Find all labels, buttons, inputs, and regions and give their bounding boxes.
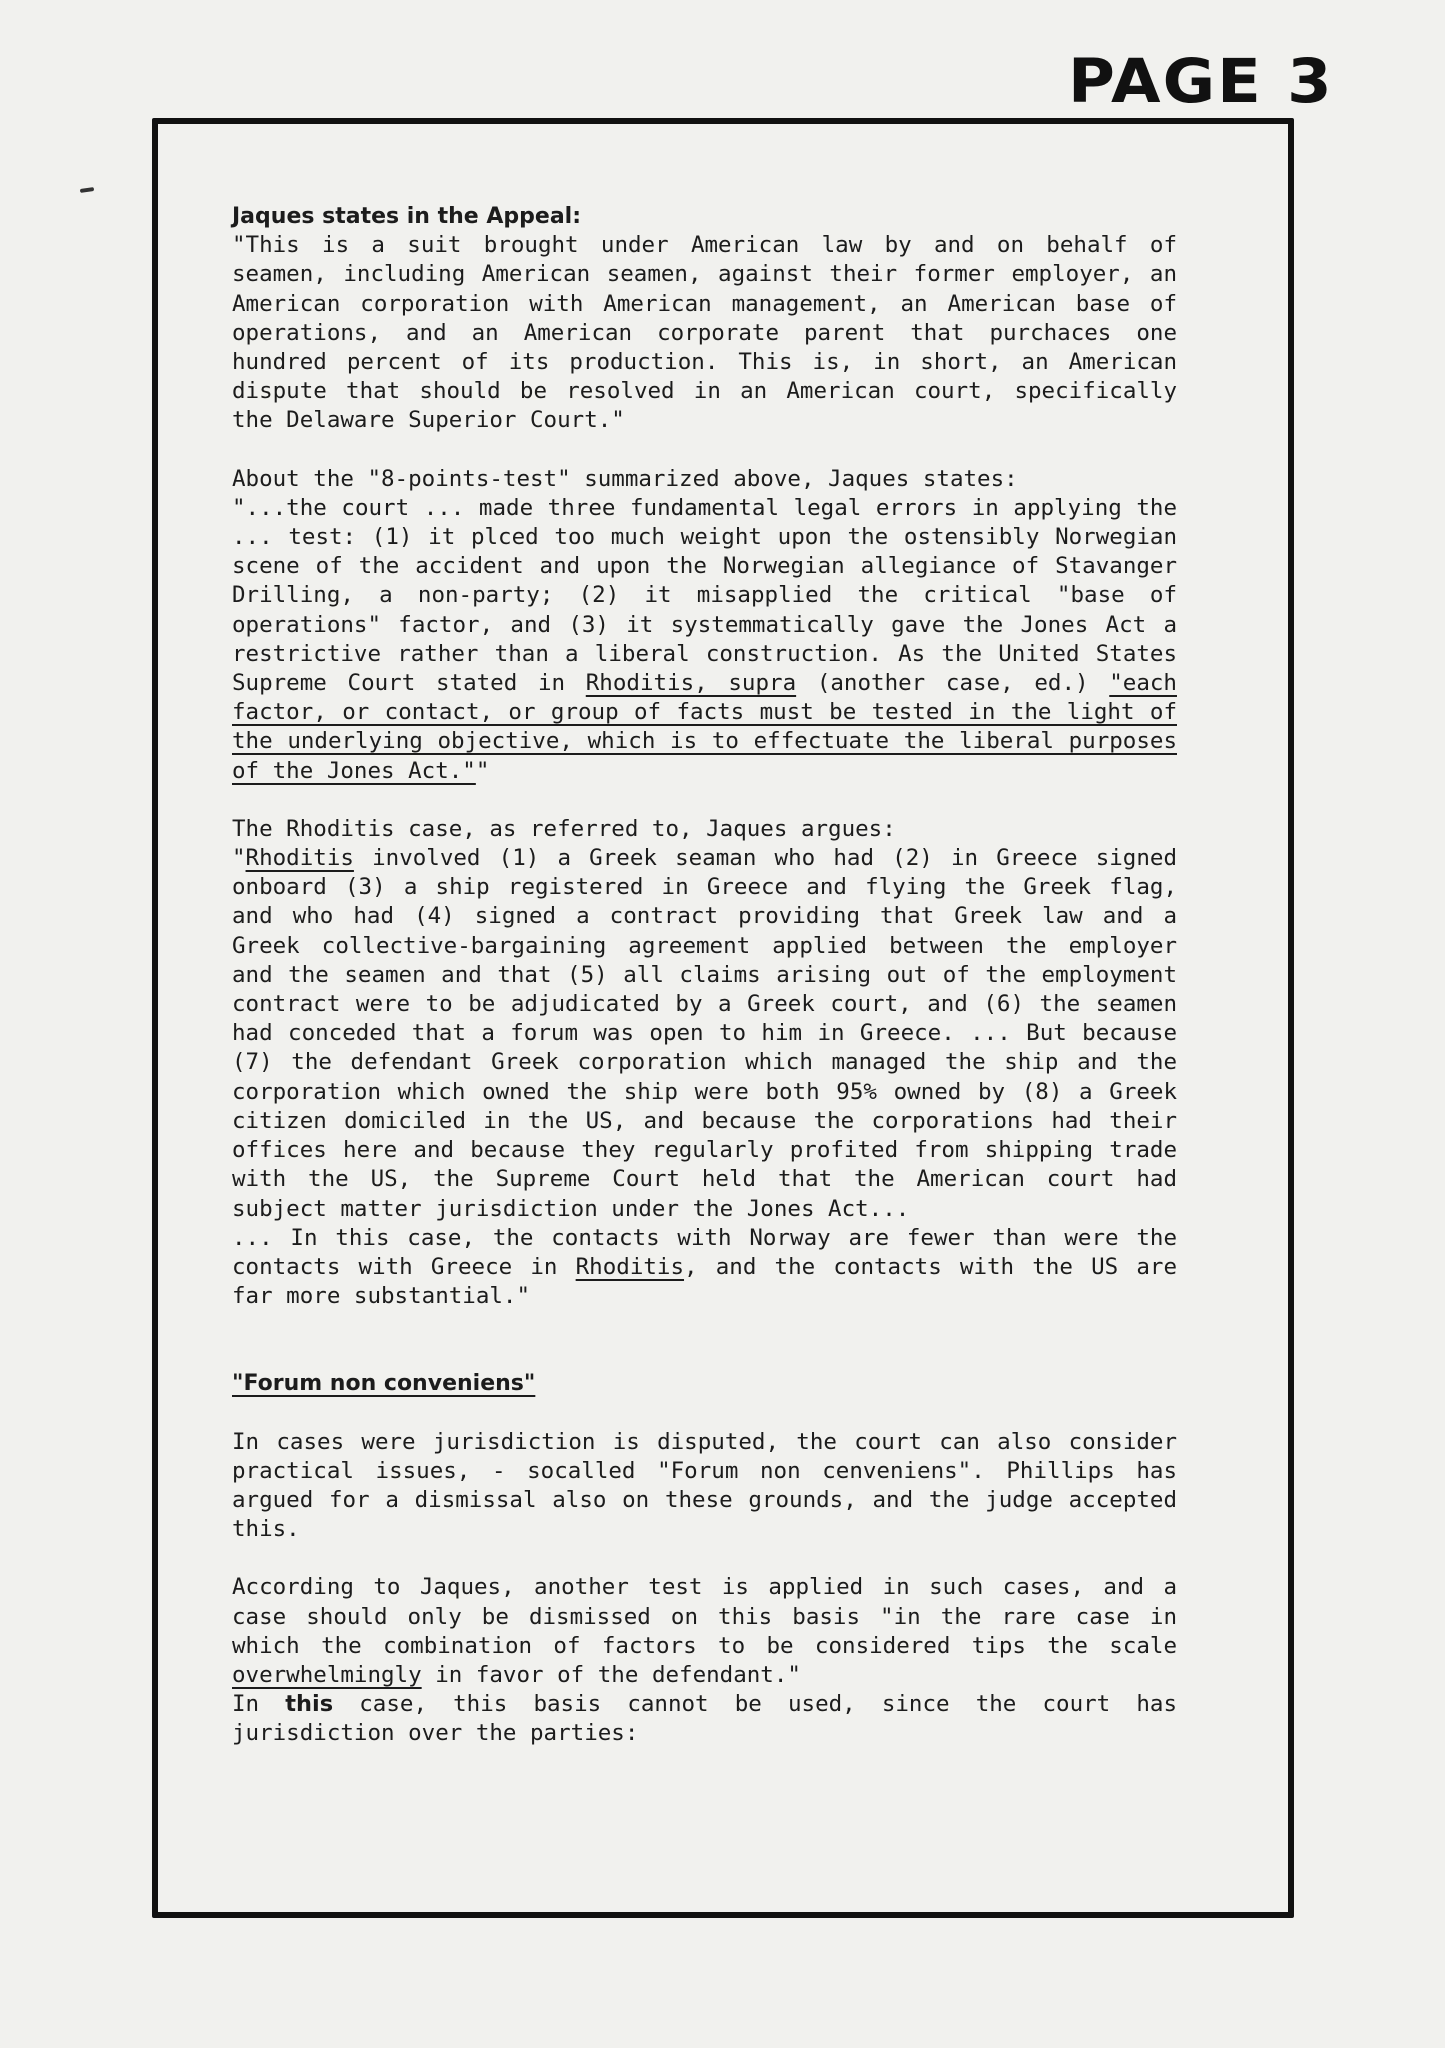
appeal-quote: "This is a suit brought under American law by and on behalf of seamen, including American seamen, against their former employer, an American corporation with American management, an American base of operations, and an American corporate parent that purchaces one hundred percent of its production. This is, in short, an American dispute that should be resolved in an American court, specifically the Delaware Superior Court." [232,232,1177,434]
rhoditis-argument [232,844,1177,1224]
comparison-text: ... In this case, the contacts with Norway are fewer than were the contacts with Greece in [232,1224,1177,1280]
forum-test-text: According to Jaques, another test is applied in such cases, and a case should only be dismissed on this basis "in the rare case in which the combination of factors to be considered tips the scale [232,1574,1177,1659]
stray-pen-mark [80,187,94,193]
overwhelmingly-underlined: overwhelmingly [232,1661,422,1688]
test-intro: About the "8-points-test" summarized above, Jaques states: [232,465,1018,492]
appeal-heading: Jaques states in the Appeal: [232,204,582,229]
rhoditis-supra-ref: Rhoditis, supra [585,670,797,697]
forum-para-1: In cases were jurisdiction is disputed, the court can also consider practical issues, - socalled "Forum non cenveniens". Phillips has argued for a dismissal also on these grounds, and the judge accepted this. [232,1428,1177,1543]
rhoditis-case-name-2: Rhoditis [575,1253,685,1280]
test-errors-quote [232,494,1177,786]
another-case-note: (another case, ed.) [796,670,1110,697]
document-body [232,202,1177,1749]
opening-quote-mark: " [232,845,246,872]
rhoditis-intro: The Rhoditis case, as referred to, Jaques argues: [232,815,896,842]
rhoditis-case-name: Rhoditis [245,845,354,872]
this-bold: this [285,1691,334,1718]
forum-para-3 [232,1690,1177,1748]
forum-heading: "Forum non conveniens" [232,1371,536,1397]
closing-quote-mark: " [475,757,490,784]
underlined-court-quote: "each factor, or contact, or group of facts must be tested in the light of the underlying objective, which is to effectuate the liberal purposes of the Jones Act." [232,670,1177,784]
comparison-end: , and the contacts with the US are far more substantial." [232,1253,1177,1310]
para3-start: In [232,1691,286,1718]
para3-end: case, this basis cannot be used, since the court has jurisdiction over the parties: [232,1691,1177,1747]
page-number-label: PAGE 3 [1068,46,1334,118]
rhoditis-comparison [232,1224,1177,1312]
rhoditis-facts: involved (1) a Greek seaman who had (2) in Greece signed onboard (3) a ship registered in Greece and flying the Greek flag, and who had (4) signed a contract providing that Greek law and a Greek collective-bargaining agreement applied between the employer and the seamen and that (5) all claims arising out of the employment contract were to be adjudicated by a Greek court, and (6) the seamen had conceded that a forum was open to him in Greece. ... But because (7) the defendant Greek corporation which managed the ship and the corporation which owned the ship were both 95% owned by (8) a Greek citizen domiciled in the US, and because the corporations had their offices here and because they regularly profited from shipping trade with the US, the Supreme Court held that the American court had subject matter jurisdiction under the Jones Act... [232,845,1177,1222]
test-errors-text: "...the court ... made three fundamental legal errors in applying the ... test: (1) it plced too much weight upon the ostensibly Norwegian scene of the accident and upon the Norwegian allegiance of Stavanger Drilling, a non-party; (2) it misapplied the critical "base of operations" factor, and (3) it systemmatically gave the Jones Act a restrictive rather than a liberal construction. As the United States Supreme Court stated in [232,494,1177,697]
forum-test-end: in favor of the defendant." [421,1661,801,1688]
forum-para-2 [232,1573,1177,1690]
